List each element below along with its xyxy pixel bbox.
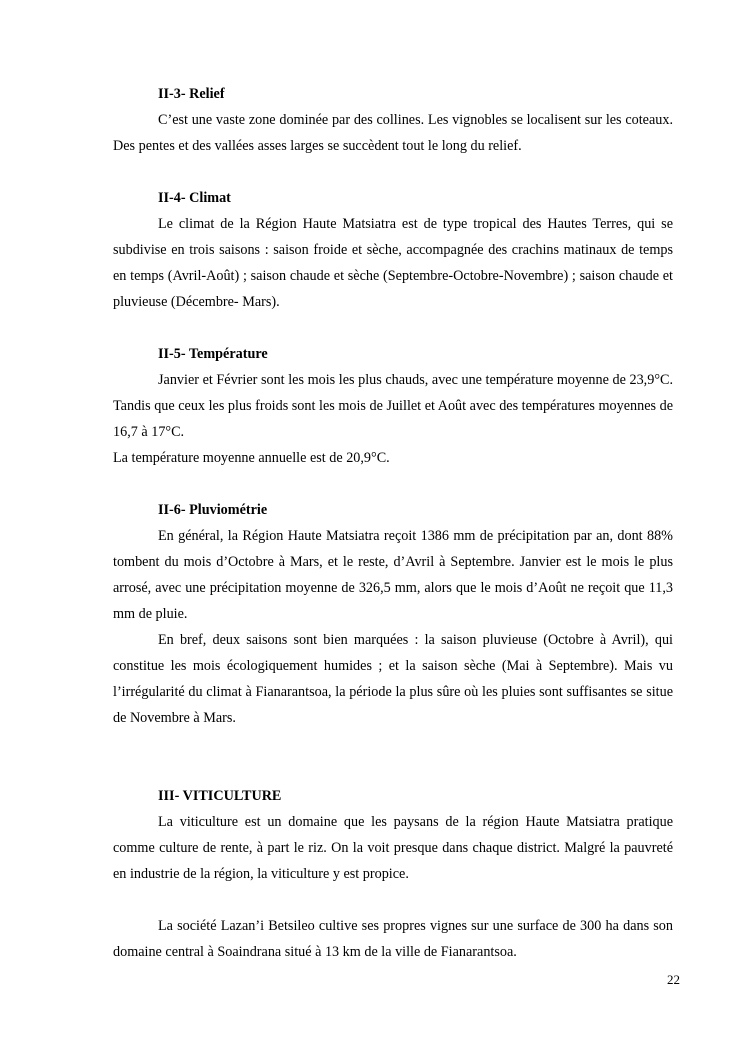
paragraph-temperature-annual: La température moyenne annuelle est de 20,9°C. — [113, 450, 390, 466]
section-heading-pluviometrie: II-6- Pluviométrie — [158, 502, 268, 518]
document-page — [113, 81, 673, 965]
spacer — [113, 887, 673, 913]
paragraph-temperature: Janvier et Février sont les mois les plus chauds, avec une température moyenne de 23,9°C. Tandis que ceux les plus froids sont les mois de Juillet et Août avec des températures moyennes de 16,7 à 17°C. — [113, 372, 673, 440]
paragraph-relief: C’est une vaste zone dominée par des collines. Les vignobles se localisent sur les coteaux. Des pentes et des vallées asses larges se succèdent tout le long du relief. — [113, 112, 673, 154]
section-heading-relief: II-3- Relief — [158, 86, 225, 102]
paragraph-viticulture-1: La viticulture est un domaine que les paysans de la région Haute Matsiatra pratique comme culture de rente, à part le riz. On la voit presque dans chaque district. Malgré la pauvreté en industrie de la région, la viticulture y est propice. — [113, 814, 673, 882]
spacer — [113, 315, 673, 341]
paragraph-pluviometrie-1: En général, la Région Haute Matsiatra reçoit 1386 mm de précipitation par an, dont 88% tombent du mois d’Octobre à Mars, et le reste, d’Avril à Septembre. Janvier est le mois le plus arrosé, avec une précipitation moyenne de 326,5 mm, alors que le mois d’Août ne reçoit que 11,3 mm de pluie. — [113, 528, 673, 622]
paragraph-viticulture-2: La société Lazan’i Betsileo cultive ses propres vignes sur une surface de 300 ha dans son domaine central à Soaindrana situé à 13 km de la ville de Fianarantsoa. — [113, 918, 673, 960]
spacer — [113, 471, 673, 497]
section-heading-climat: II-4- Climat — [158, 190, 231, 206]
paragraph-pluviometrie-2: En bref, deux saisons sont bien marquées : la saison pluvieuse (Octobre à Avril), qui constitue les mois écologiquement humides ; et la saison sèche (Mai à Septembre). Mais vu l’irrégularité du climat à Fianarantsoa, la période la plus sûre où les pluies sont suffisantes se situe de Novembre à Mars. — [113, 632, 673, 726]
paragraph-climat: Le climat de la Région Haute Matsiatra est de type tropical des Hautes Terres, qui se subdivise en trois saisons : saison froide et sèche, accompagnée des crachins matinaux de temps en temps (Avril-Août) ; saison chaude et sèche (Septembre-Octobre-Novembre) ; saison chaude et pluvieuse (Décembre- Mars). — [113, 216, 673, 310]
section-heading-temperature: II-5- Température — [158, 346, 268, 362]
section-heading-viticulture: III- VITICULTURE — [158, 788, 282, 804]
spacer — [113, 731, 673, 783]
page-number: 22 — [667, 972, 680, 987]
spacer — [113, 159, 673, 185]
